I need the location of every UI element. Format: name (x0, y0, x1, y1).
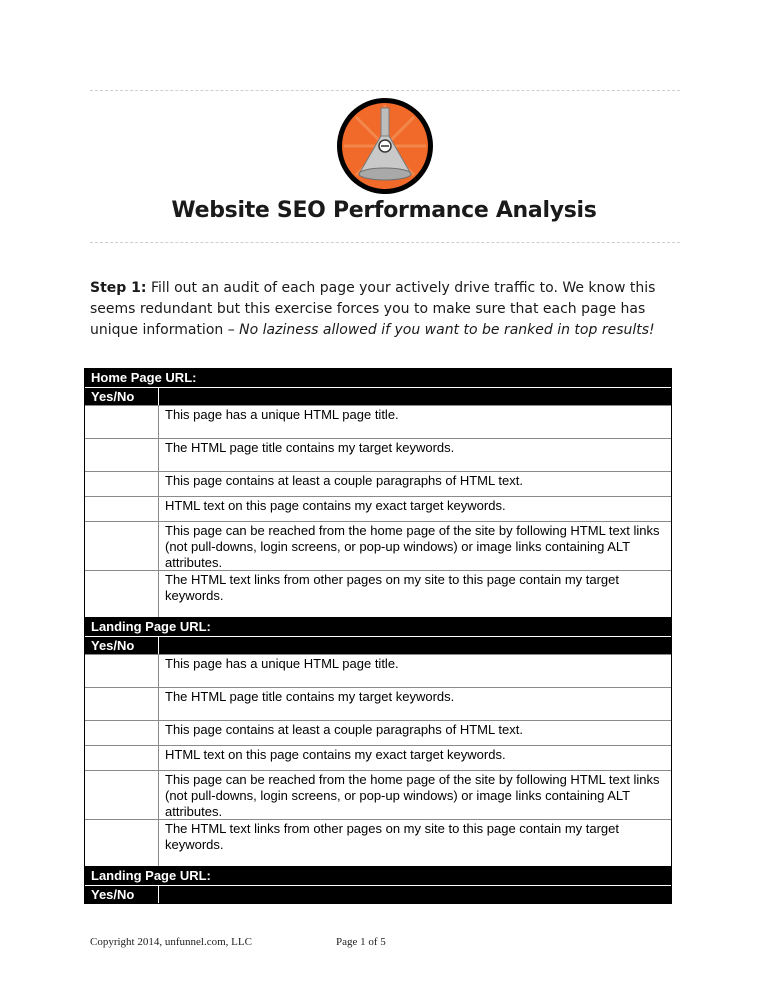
yes-no-header (85, 636, 671, 654)
yes-no-label: Yes/No (85, 388, 159, 405)
yes-no-cell[interactable] (85, 439, 159, 471)
table-row (85, 471, 671, 496)
criterion-text: This page has a unique HTML page title. (165, 656, 399, 671)
table-row (85, 438, 671, 471)
criterion-text: HTML text on this page contains my exact target keywords. (165, 747, 506, 762)
yes-no-cell[interactable] (85, 771, 159, 819)
section-heading: Home Page URL: (85, 368, 671, 387)
criterion-text: This page can be reached from the home page of the site by following HTML text links (not pull-downs, login screens, or pop-up windows) or image links containing ALT attributes. (165, 523, 660, 570)
yes-no-label: Yes/No (85, 637, 159, 654)
intro-text: Fill out an audit of each page your actively drive traffic to. We know this seems redundant but this exercise forces you to make sure that each page has unique information – (90, 280, 656, 338)
yes-no-cell[interactable] (85, 688, 159, 720)
criterion-text: This page contains at least a couple paragraphs of HTML text. (165, 722, 523, 737)
yes-no-header (85, 885, 671, 903)
criterion-text: The HTML page title contains my target keywords. (165, 689, 455, 704)
intro-emphasis: No laziness allowed if you want to be ranked in top results! (239, 322, 655, 338)
title-divider (90, 242, 680, 243)
yes-no-cell[interactable] (85, 472, 159, 496)
criterion-text: The HTML text links from other pages on my site to this page contain my target keywords. (165, 572, 619, 603)
step-label: Step 1: (90, 280, 147, 296)
funnel-logo-icon (335, 96, 435, 196)
table-row (85, 687, 671, 720)
yes-no-cell[interactable] (85, 820, 159, 866)
top-divider (90, 90, 680, 91)
table-row (85, 720, 671, 745)
section-heading: Landing Page URL: (85, 617, 671, 636)
audit-table (84, 368, 672, 904)
yes-no-cell[interactable] (85, 571, 159, 617)
intro-paragraph (90, 278, 680, 341)
yes-no-cell[interactable] (85, 721, 159, 745)
yes-no-cell[interactable] (85, 522, 159, 570)
yes-no-cell[interactable] (85, 655, 159, 687)
criterion-text: This page can be reached from the home page of the site by following HTML text links (not pull-downs, login screens, or pop-up windows) or image links containing ALT attributes. (165, 772, 660, 819)
yes-no-header (85, 387, 671, 405)
table-row (85, 770, 671, 819)
yes-no-cell[interactable] (85, 406, 159, 438)
page-title: Website SEO Performance Analysis (171, 198, 597, 223)
footer-page-number: Page 1 of 5 (336, 936, 386, 948)
table-row (85, 654, 671, 687)
table-row (85, 570, 671, 617)
yes-no-label: Yes/No (85, 886, 159, 903)
table-row (85, 405, 671, 438)
yes-no-cell[interactable] (85, 746, 159, 770)
table-row (85, 521, 671, 570)
table-row (85, 745, 671, 770)
yes-no-cell[interactable] (85, 497, 159, 521)
section-heading: Landing Page URL: (85, 866, 671, 885)
footer-copyright: Copyright 2014, unfunnel.com, LLC (90, 936, 252, 948)
table-row (85, 819, 671, 866)
table-row (85, 496, 671, 521)
criterion-text: The HTML text links from other pages on my site to this page contain my target keywords. (165, 821, 619, 852)
criterion-text: This page has a unique HTML page title. (165, 407, 399, 422)
criterion-text: HTML text on this page contains my exact target keywords. (165, 498, 506, 513)
criterion-text: The HTML page title contains my target keywords. (165, 440, 455, 455)
criterion-text: This page contains at least a couple paragraphs of HTML text. (165, 473, 523, 488)
